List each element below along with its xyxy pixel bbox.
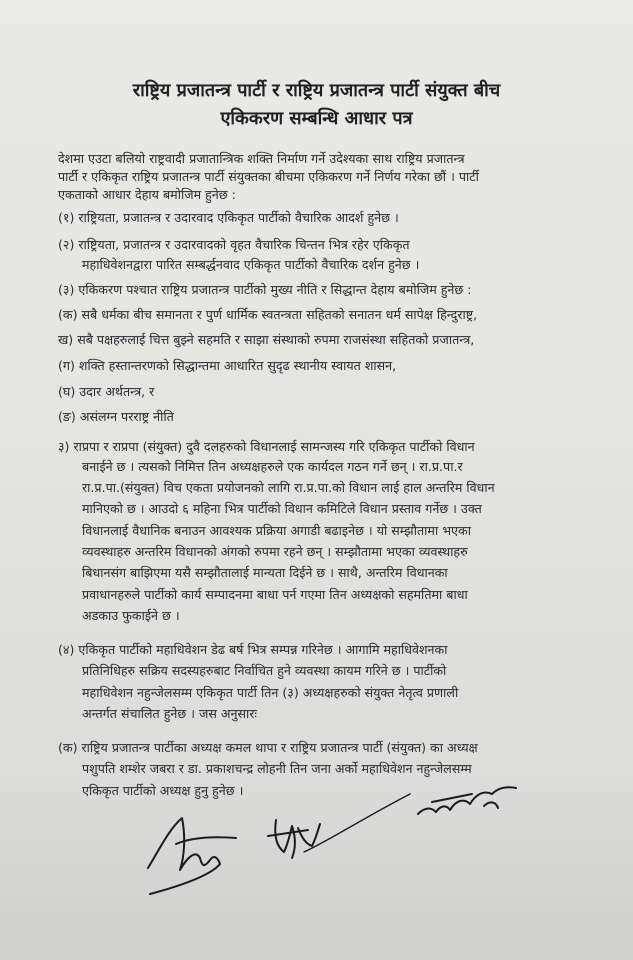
body-line: रा.प्र.पा.(संयुक्त) विच एकता प्रयोजनको लागि रा.प्र.पा.को विधान लाई हाल अन्तरिम विधान bbox=[82, 480, 495, 495]
body-line: (ङ) असंलग्न परराष्ट्र नीति bbox=[58, 409, 174, 424]
body-line: (१) राष्ट्रियता, प्रजातन्त्र र उदारवाद एकिकृत पार्टीको वैचारिक आदर्श हुनेछ । bbox=[58, 210, 399, 225]
body-line: (क) राष्ट्रिय प्रजातन्त्र पार्टीका अध्यक्ष कमल थापा र राष्ट्रिय प्रजातन्त्र पार्टी (संयुक्त) का अध्यक्ष bbox=[58, 740, 478, 755]
body-line: व्यवस्थाहरु अन्तरिम विधानको अंगको रुपमा रहने छन् । सम्झौतामा भएका व्यवस्थाहरु bbox=[82, 544, 468, 559]
body-line: एकताको आधार देहाय बमोजिम हुनेछ : bbox=[58, 187, 236, 202]
body-line: एकिकृत पार्टीको अध्यक्ष हुनु हुनेछ । bbox=[82, 783, 244, 798]
body-line: बनाईने छ । त्यसको निमित्त तिन अध्यक्षहरुले एक कार्यदल गठन गर्ने छन् । रा.प्र.पा.र bbox=[82, 459, 463, 474]
document-title-line1: राष्ट्रिय प्रजातन्त्र पार्टी र राष्ट्रिय प्रजातन्त्र पार्टी संयुक्त बीच bbox=[132, 80, 501, 101]
body-line: महाधिवेशनद्वारा पारित सम्बर्द्धनवाद एकिकृत पार्टीको वैचारिक दर्शन हुनेछ । bbox=[82, 257, 420, 272]
body-line: प्रतिनिधिहरु सक्रिय सदस्यहरुबाट निर्वाचित हुने व्यवस्था कायम गरिने छ । पार्टीको bbox=[82, 663, 447, 678]
body-line: प्रवाधानहरुले पार्टीको कार्य सम्पादनमा बाधा पर्न गएमा तिन अध्यक्षको सहमतिमा बाधा bbox=[82, 587, 468, 602]
body-line: मानिएको छ । आउदो ६ महिना भित्र पार्टीको विधान कमिटिले विधान प्रस्ताव गर्नेछ । उक्त bbox=[82, 501, 482, 516]
body-line: बिधानसंग बाझिएमा यसै सम्झौतालाई मान्यता दिईने छ । साथै, अन्तरिम विधानका bbox=[82, 565, 448, 580]
body-line: अन्तर्गत संचालित हुनेछ । जस अनुसारः bbox=[82, 706, 257, 721]
body-line: (क) सबै धर्मका बीच समानता र पुर्ण धार्मिक स्वतन्त्रता सहितको सनातन धर्म सापेक्ष हिन्दुराष्ट्र, bbox=[58, 307, 478, 322]
signature-1-icon bbox=[140, 808, 250, 898]
body-line: अडकाउ फुकाईने छ । bbox=[82, 608, 180, 623]
body-line: महाधिवेशन नहुन्जेलसम्म एकिकृत पार्टी तिन (३) अध्यक्षहरुको संयुक्त नेतृत्व प्रणाली bbox=[82, 685, 459, 700]
signature-line-icon bbox=[300, 790, 415, 860]
body-line: (४) एकिकृत पार्टीको महाधिवेशन डेढ बर्ष भित्र सम्पन्न गरिनेछ । आगामि महाधिवेशनका bbox=[58, 642, 448, 657]
body-line: देशमा एउटा बलियो राष्ट्रवादी प्रजातान्त्रिक शक्ति निर्माण गर्ने उदेश्यका साथ राष्ट्रिय प्रजातन्त्र bbox=[58, 151, 465, 166]
document-title-line2: एकिकरण सम्बन्धि आधार पत्र bbox=[220, 108, 413, 129]
body-line: विधानलाई वैधानिक बनाउन आवश्यक प्रक्रिया अगाडी बढाइनेछ । यो सम्झौतामा भएका bbox=[82, 523, 471, 538]
signature-3-icon bbox=[412, 776, 522, 826]
body-line: (ग) शक्ति हस्तान्तरणको सिद्धान्तमा आधारित सुदृढ स्थानीय स्वायत शासन, bbox=[58, 358, 397, 373]
body-line: ख) सबै पक्षहरुलाई चित्त बुझ्ने सहमति र साझा संस्थाको रुपमा राजसंस्था सहितको प्रजातन्त्र, bbox=[58, 332, 475, 347]
body-line: ३) राप्रपा र राप्रपा (संयुक्त) दुवै दलहरुको विधानलाई सामन्जस्य गरि एकिकृत पार्टीको विधान bbox=[58, 439, 475, 454]
body-line: (घ) उदार अर्थतन्त्र, र bbox=[58, 384, 155, 399]
body-line: पशुपति शम्शेर जबरा र डा. प्रकाशचन्द्र लोहनी तिन जना अर्को महाधिवेशन नहुन्जेलसम्म bbox=[82, 761, 472, 776]
body-line: (३) एकिकरण पश्चात राष्ट्रिय प्रजातन्त्र पार्टीको मुख्य नीति र सिद्धान्त देहाय बमोजिम हुनेछ : bbox=[58, 282, 472, 297]
body-line: पार्टी र एकिकृत राष्ट्रिय प्रजातन्त्र पार्टी संयुक्तका बीचमा एकिकरण गर्ने निर्णय गरेका छौं । पार्टी bbox=[58, 169, 479, 184]
body-line: (२) राष्ट्रियता, प्रजातन्त्र र उदारवादको वृहत वैचारिक चिन्तन भित्र रहेर एकिकृत bbox=[58, 237, 410, 252]
